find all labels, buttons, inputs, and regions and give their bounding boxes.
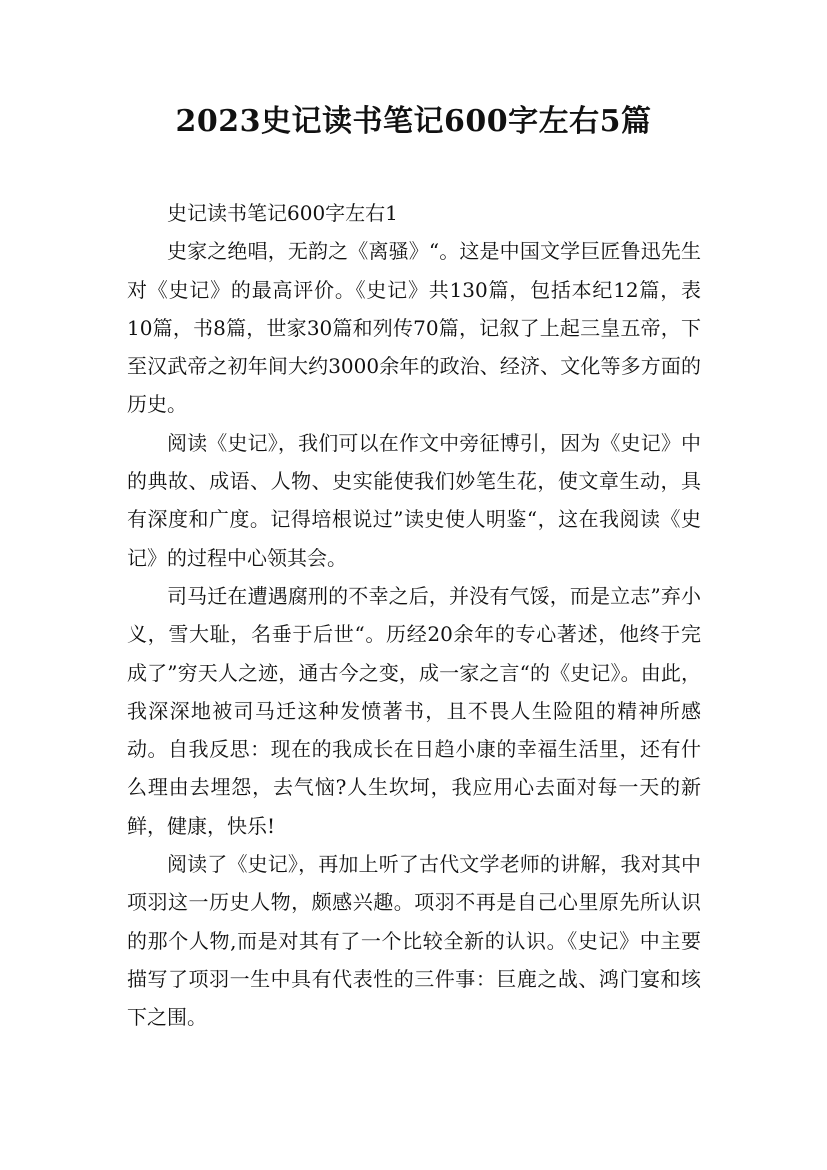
paragraph-3: 司马迁在遭遇腐刑的不幸之后，并没有气馁，而是立志”弃小义，雪大耻，名垂于后世“。历经20余年的专心著述，他终于完成了”穷天人之迹，通古今之变，成一家之言“的《史记》。由此，我深深地被司马迁这种发愤著书，且不畏人生险阻的精神所感动。自我反思：现在的我成长在日趋小康的幸福生活里，还有什么理由去埋怨，去气恼?人生坎坷，我应用心去面对每一天的新鲜，健康，快乐!: [127, 583, 701, 838]
document-body: [127, 194, 701, 1037]
document-title: 2023史记读书笔记600字左右5篇: [175, 104, 652, 139]
paragraph-2: 阅读《史记》，我们可以在作文中旁征博引，因为《史记》中的典故、成语、人物、史实能使我们妙笔生花，使文章生动，具有深度和广度。记得培根说过”读史使人明鉴“，这在我阅读《史记》的过程中心领其会。: [127, 430, 701, 570]
section-heading: 史记读书笔记600字左右1: [167, 201, 398, 225]
paragraph-1: 史家之绝唱，无韵之《离骚》“。这是中国文学巨匠鲁迅先生对《史记》的最高评价。《史记》共130篇，包括本纪12篇，表10篇，书8篇，世家30篇和列传70篇，记叙了上起三皇五帝，下至汉武帝之初年间大约3000余年的政治、经济、文化等多方面的历史。: [127, 239, 701, 417]
paragraph-4: 阅读了《史记》，再加上听了古代文学老师的讲解，我对其中项羽这一历史人物，颇感兴趣。项羽不再是自己心里原先所认识的那个人物,而是对其有了一个比较全新的认识。《史记》中主要描写了项羽一生中具有代表性的三件事：巨鹿之战、鸿门宴和垓下之围。: [127, 852, 701, 1030]
